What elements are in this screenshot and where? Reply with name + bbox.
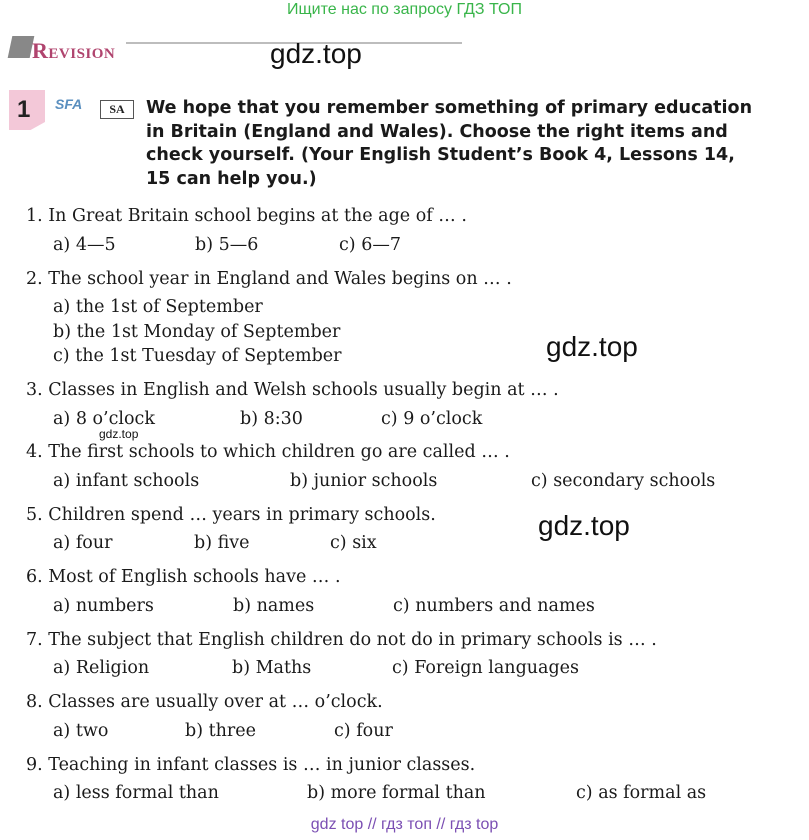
footer-links[interactable]: gdz top // гдз топ // гдз top — [310, 816, 499, 833]
question-6: 6. Most of English schools have … . — [26, 567, 341, 587]
option: b) more formal than — [307, 783, 486, 803]
option: c) 9 o’clock — [381, 409, 483, 429]
option: c) six — [330, 533, 377, 553]
instruction-line: in Britain (England and Wales). Choose the right items and — [146, 121, 728, 142]
option: b) 8:30 — [240, 409, 303, 429]
question-8: 8. Classes are usually over at … o’clock. — [26, 692, 383, 712]
question-7: 7. The subject that English children do not do in primary schools is … . — [26, 630, 657, 650]
instruction-line: 15 can help you.) — [146, 169, 317, 190]
option: c) four — [334, 721, 393, 741]
watermark: gdz.top — [538, 510, 630, 541]
option: b) the 1st Monday of September — [53, 322, 341, 342]
exercise-instruction — [146, 97, 806, 192]
watermark: gdz.top — [99, 427, 139, 441]
question-4: 4. The first schools to which children go are called … . — [26, 442, 510, 462]
option: a) 4—5 — [53, 235, 116, 255]
option: c) 6—7 — [339, 235, 401, 255]
option: a) infant schools — [53, 471, 200, 491]
option: b) names — [233, 596, 315, 616]
question-3: 3. Classes in English and Welsh schools usually begin at … . — [26, 380, 559, 400]
watermark: gdz.top — [546, 331, 638, 362]
option: c) the 1st Tuesday of September — [53, 346, 342, 366]
option: a) 8 o’clock — [53, 409, 155, 429]
question-9: 9. Teaching in infant classes is … in junior classes. — [26, 755, 476, 775]
question-2: 2. The school year in England and Wales begins on … . — [26, 269, 512, 289]
sfa-icon: SFA — [55, 96, 83, 112]
option: a) Religion — [53, 658, 150, 678]
instruction-line: We hope that you remember something of primary education — [146, 98, 753, 118]
option: b) five — [194, 533, 250, 553]
option: a) two — [53, 721, 109, 741]
question-5: 5. Children spend … years in primary schools. — [26, 505, 436, 525]
option: b) three — [185, 721, 256, 741]
option: c) numbers and names — [393, 596, 595, 616]
watermark: gdz.top — [270, 38, 362, 69]
option: a) less formal than — [53, 783, 219, 803]
option: c) Foreign languages — [392, 658, 580, 678]
option: c) as formal as — [576, 783, 707, 803]
top-banner[interactable]: Ищите нас по запросу ГДЗ ТОП — [287, 1, 522, 18]
revision-icon — [8, 36, 35, 58]
option: b) junior schools — [290, 471, 438, 491]
sa-icon: SA — [100, 100, 134, 119]
instruction-line: check yourself. (Your English Student’s Book 4, Lessons 14, — [146, 145, 735, 166]
option: b) 5—6 — [195, 235, 259, 255]
exercise-number: 1 — [17, 96, 31, 123]
section-title: Revision — [32, 38, 116, 63]
option: b) Maths — [232, 658, 312, 678]
question-1: 1. In Great Britain school begins at the age of … . — [26, 206, 467, 226]
option: a) the 1st of September — [53, 297, 263, 317]
option: a) four — [53, 533, 113, 553]
option: c) secondary schools — [531, 471, 716, 491]
option: a) numbers — [53, 596, 154, 616]
